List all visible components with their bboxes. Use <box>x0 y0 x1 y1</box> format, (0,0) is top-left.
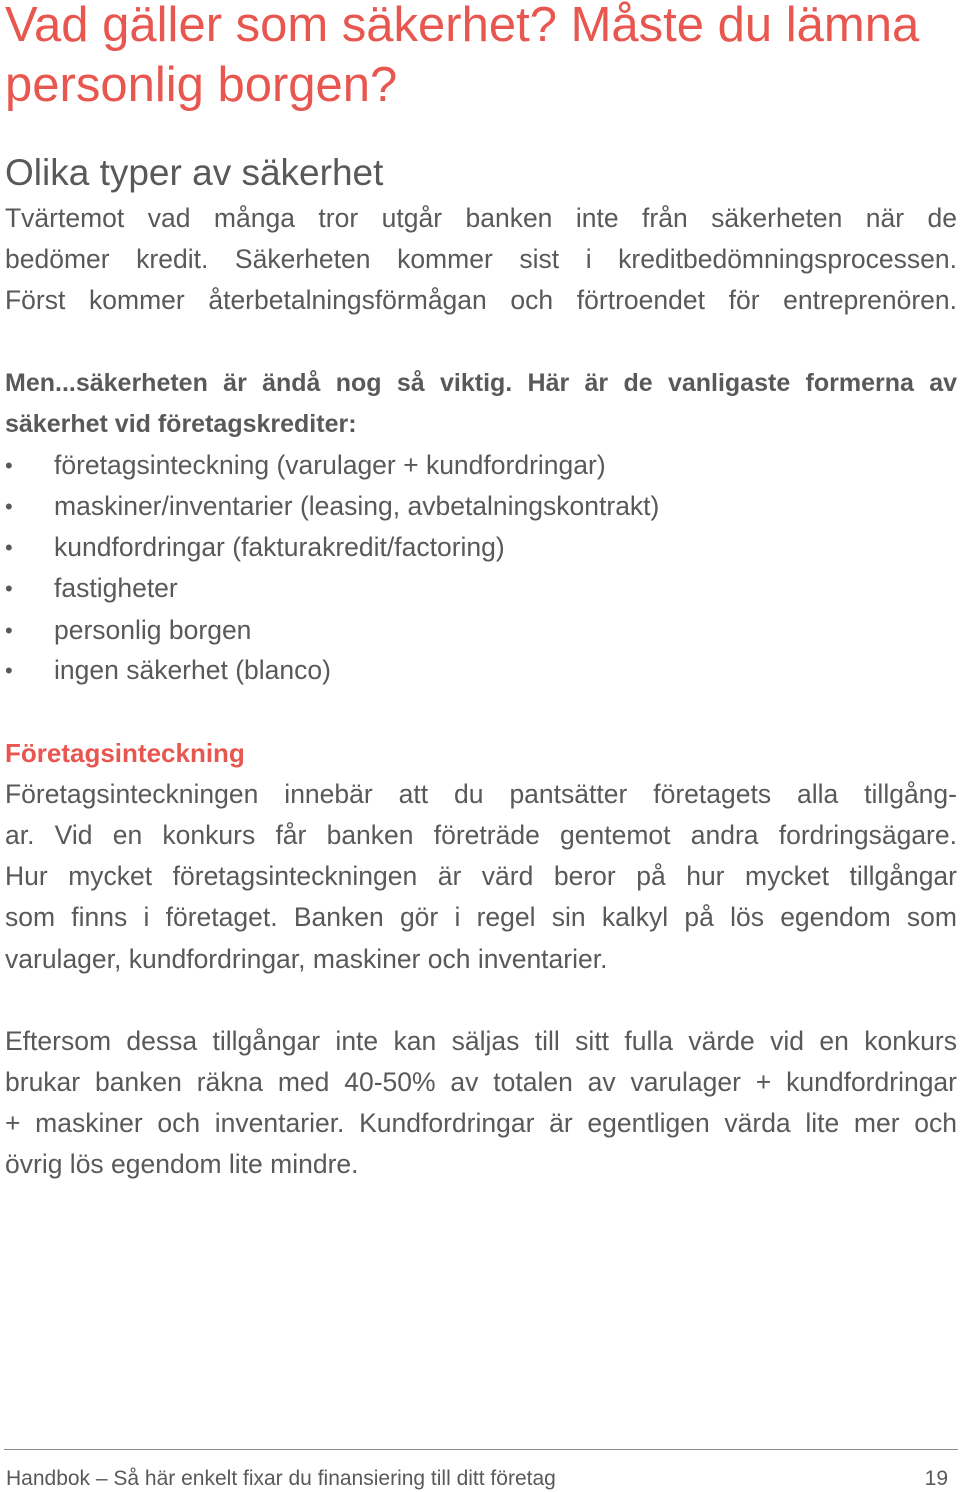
text-line: Tvärtemot vad många tror utgår banken inte från säkerheten när de <box>5 203 957 233</box>
bullet-icon: • <box>5 658 13 683</box>
section-heading: Olika typer av säkerhet <box>5 152 384 193</box>
page-title-line-1: Vad gäller som säkerhet? Måste du lämna <box>5 0 920 52</box>
text-line: som finns i företaget. Banken gör i regel sin kalkyl på lös egendom som <box>5 902 957 932</box>
page-title-line-2: personlig borgen? <box>5 58 398 112</box>
text-line: övrig lös egendom lite mindre. <box>5 1149 359 1179</box>
list-item-text: kundfordringar (fakturakredit/factoring) <box>54 532 505 562</box>
list-item <box>0 650 960 691</box>
text-line: bedömer kredit. Säkerheten kommer sist i kreditbedömningsprocessen. <box>5 244 957 274</box>
list-item-text: fastigheter <box>54 573 178 603</box>
list-item <box>0 527 960 568</box>
subheading: Företagsinteckning <box>5 738 245 768</box>
text-line: säkerhet vid företagskrediter: <box>5 410 357 438</box>
text-line: Men...säkerheten är ändå nog så viktig. Här är de vanligaste formerna av <box>5 369 957 397</box>
text-line: Eftersom dessa tillgångar inte kan säljas till sitt fulla värde vid en konkurs <box>5 1026 957 1056</box>
list-item <box>0 610 960 651</box>
text-line: ar. Vid en konkurs får banken företräde gentemot andra fordringsägare. <box>5 820 957 850</box>
text-line: + maskiner och inventarier. Kundfordringar är egentligen värda lite mer och <box>5 1108 957 1138</box>
list-item <box>0 568 960 609</box>
page-number: 19 <box>924 1467 948 1490</box>
list-item <box>0 445 960 486</box>
bullet-icon: • <box>5 618 13 643</box>
list-item-text: maskiner/inventarier (leasing, avbetalningskontrakt) <box>54 491 660 521</box>
bullet-icon: • <box>5 576 13 601</box>
footer-divider <box>4 1449 958 1450</box>
text-line: varulager, kundfordringar, maskiner och inventarier. <box>5 944 608 974</box>
list-item <box>0 486 960 527</box>
bullet-icon: • <box>5 453 13 478</box>
text-line: brukar banken räkna med 40-50% av totalen av varulager + kundfordringar <box>5 1067 957 1097</box>
text-line: Företagsinteckningen innebär att du pantsätter företagets alla tillgång- <box>5 779 957 809</box>
bullet-icon: • <box>5 494 13 519</box>
text-line: Hur mycket företagsinteckningen är värd beror på hur mycket tillgångar <box>5 861 957 891</box>
bullet-icon: • <box>5 535 13 560</box>
list-item-text: personlig borgen <box>54 615 252 645</box>
list-item-text: ingen säkerhet (blanco) <box>54 655 331 685</box>
text-line: Först kommer återbetalningsförmågan och förtroendet för entreprenören. <box>5 285 957 315</box>
list-item-text: företagsinteckning (varulager + kundfordringar) <box>54 450 606 480</box>
footer-text: Handbok – Så här enkelt fixar du finansiering till ditt företag <box>6 1467 556 1490</box>
